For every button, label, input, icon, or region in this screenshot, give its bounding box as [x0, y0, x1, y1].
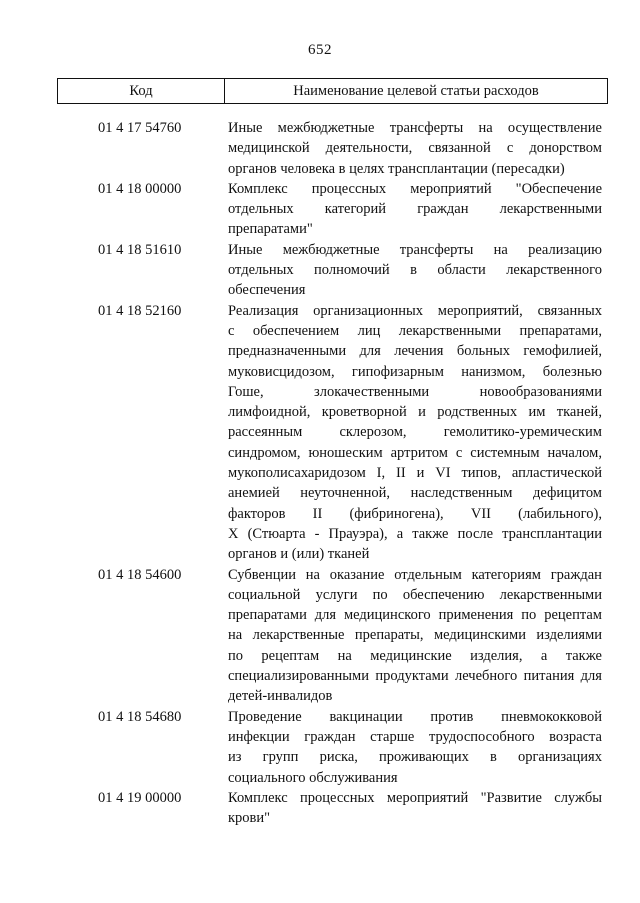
description-line: муковисцидозом, гипофизарным нанизмом, болезнью [228, 363, 602, 380]
description-line: препаратами для медицинского применения по рецептам [228, 607, 602, 624]
description-line: Иные межбюджетные трансферты на осуществление [228, 120, 602, 136]
description-line: по рецептам на медицинские изделия, а также [228, 647, 602, 664]
row-description [228, 707, 602, 788]
header-code-column: Код [58, 79, 225, 103]
row-code: 01 4 18 52160 [98, 302, 182, 319]
description-line: детей-инвалидов [228, 688, 333, 705]
description-line: Проведение вакцинации против пневмококковой [228, 708, 602, 725]
row-code: 01 4 19 00000 [98, 789, 182, 806]
table-row [0, 301, 640, 565]
description-line: специализированными продуктами лечебного питания для [228, 668, 602, 685]
row-code: 01 4 17 54760 [98, 120, 182, 136]
description-line: Иные межбюджетные трансферты на реализацию [228, 241, 602, 258]
row-description [228, 565, 602, 707]
row-description [228, 118, 602, 179]
description-line: Реализация организационных мероприятий, связанных [228, 302, 602, 319]
row-code: 01 4 18 00000 [98, 180, 182, 197]
page-number: 652 [308, 42, 332, 58]
table-row [0, 179, 640, 240]
row-code: 01 4 18 54600 [98, 566, 182, 583]
table-row [0, 118, 640, 179]
row-code: 01 4 18 54680 [98, 708, 182, 725]
row-description [228, 788, 602, 829]
description-line: крови" [228, 810, 271, 827]
description-line: предназначенными для лечения больных гемофилией, [228, 343, 602, 360]
table-row [0, 240, 640, 301]
table-row [0, 707, 640, 788]
description-line: социальной услуги по обеспечению лекарственными [228, 586, 602, 603]
row-description [228, 240, 602, 301]
description-line: из групп риска, проживающих в организациях [228, 749, 602, 766]
row-description [228, 179, 602, 240]
description-line: отдельных полномочий в области лекарственного [228, 262, 602, 279]
description-line: мукополисахаридозом I, II и VI типов, апластической [228, 465, 602, 482]
description-line: Субвенции на оказание отдельным категориям граждан [228, 566, 602, 583]
description-line: лимфоидной, кроветворной и родственных им тканей, [228, 404, 602, 421]
description-line: обеспечения [228, 282, 306, 299]
table-row [0, 565, 640, 707]
header-name-column: Наименование целевой статьи расходов [293, 83, 539, 99]
description-line: социального обслуживания [228, 769, 398, 786]
description-line: на лекарственные препараты, медицинскими изделиями [228, 627, 602, 644]
description-line: инфекции граждан старше трудоспособного возраста [228, 728, 602, 745]
description-line: с обеспечением лиц лекарственными препаратами, [228, 322, 602, 339]
description-line: X (Стюарта - Прауэра), а также после трансплантации [228, 525, 602, 542]
description-line: синдромом, юношеским артритом с системным началом, [228, 444, 602, 461]
description-line: анемией неуточненной, наследственным дефицитом [228, 485, 602, 502]
description-line: Комплекс процессных мероприятий "Развитие службы [228, 789, 602, 806]
table-header [57, 78, 608, 104]
description-line: медицинской деятельности, связанной с донорством [228, 140, 602, 157]
description-line: органов человека в целях трансплантации (пересадки) [228, 160, 565, 177]
budget-items-list [0, 118, 640, 828]
description-line: Гоше, злокачественными новообразованиями [228, 383, 602, 400]
description-line: рассеянным склерозом, гемолитико-уремическим [228, 424, 602, 441]
row-description [228, 301, 602, 565]
description-line: факторов II (фибриногена), VII (лабильного), [228, 505, 602, 522]
description-line: Комплекс процессных мероприятий "Обеспечение [228, 180, 602, 197]
table-row [0, 788, 640, 829]
description-line: органов и (или) тканей [228, 546, 370, 563]
description-line: отдельных категорий граждан лекарственными [228, 201, 602, 218]
row-code: 01 4 18 51610 [98, 241, 182, 258]
description-line: препаратами" [228, 221, 313, 238]
